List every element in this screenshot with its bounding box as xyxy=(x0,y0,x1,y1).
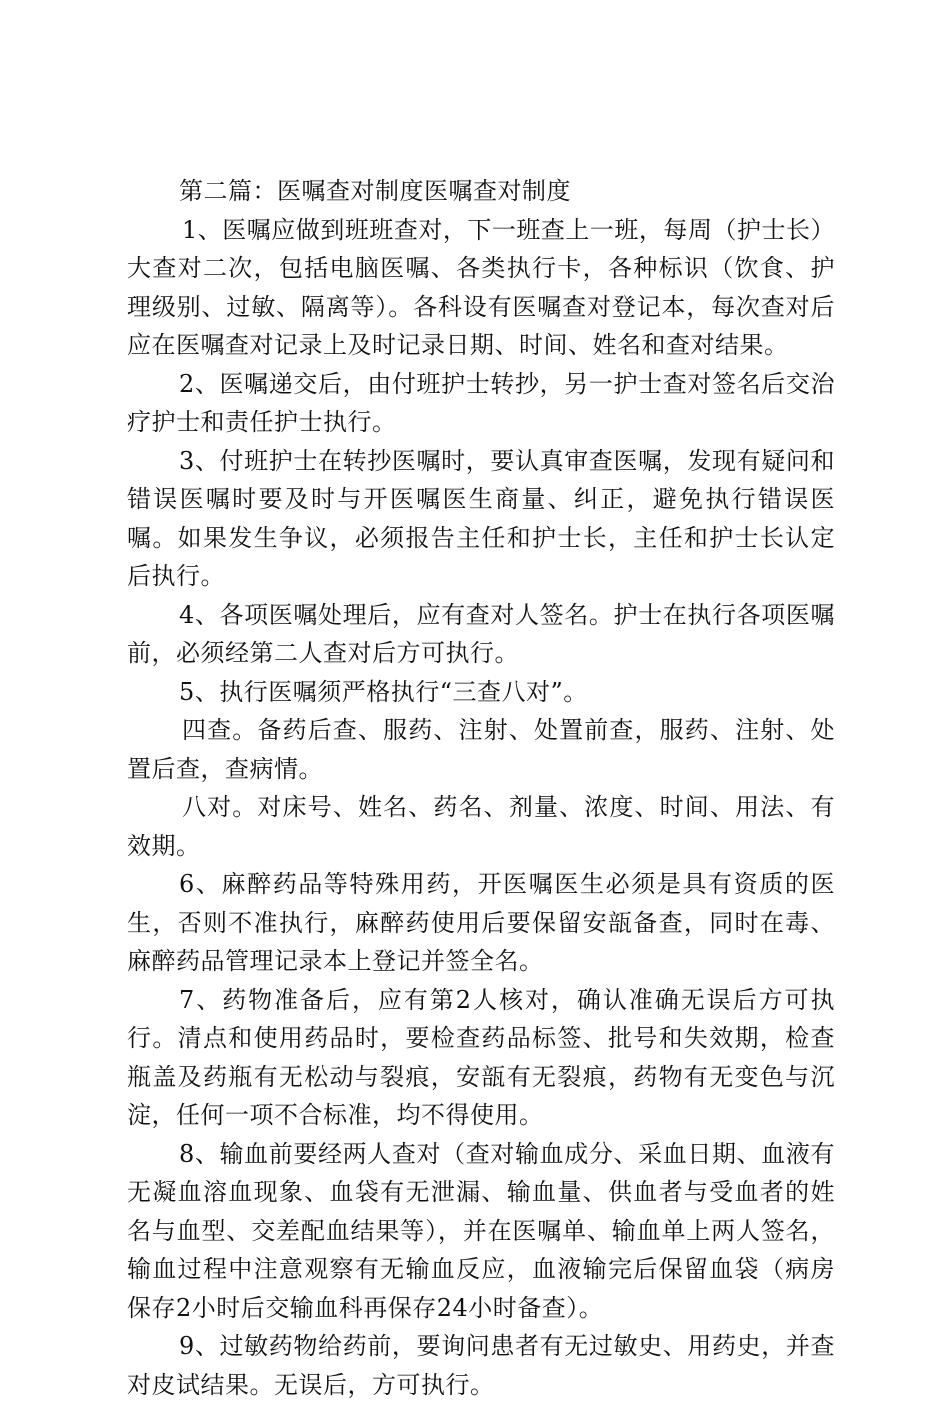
paragraph-9: 9、过敏药物给药前，要询问患者有无过敏史、用药史，并查对皮试结果。无误后，方可执行。 xyxy=(127,1332,835,1399)
paragraph-7: 7、药物准备后，应有第2人核对，确认准确无误后方可执行。清点和使用药品时，要检查药品标签、批号和失效期，检查瓶盖及药瓶有无松动与裂痕，安瓿有无裂痕，药物有无变色与沉淀，任何一项不合标准，均不得使用。 xyxy=(127,985,835,1129)
paragraph-4: 4、各项医嘱处理后，应有查对人签名。护士在执行各项医嘱前，必须经第二人查对后方可执行。 xyxy=(127,600,835,667)
paragraph-eight-checks: 八对。对床号、姓名、药名、剂量、浓度、时间、用法、有效期。 xyxy=(127,793,835,860)
paragraph-1: 1、医嘱应做到班班查对，下一班查上一班，每周（护士长）大查对二次，包括电脑医嘱、各类执行卡，各种标识（饮食、护理级别、过敏、隔离等）。各科设有医嘱查对登记本，每次查对后应在医嘱查对记录上及时记录日期、时间、姓名和查对结果。 xyxy=(127,215,835,359)
paragraph-6: 6、麻醉药品等特殊用药，开医嘱医生必须是具有资质的医生，否则不准执行，麻醉药使用后要保留安瓿备查，同时在毒、麻醉药品管理记录本上登记并签全名。 xyxy=(127,870,835,975)
document-title: 第二篇：医嘱查对制度医嘱查对制度 xyxy=(179,177,571,205)
paragraph-four-checks: 四查。备药后查、服药、注射、处置前查，服药、注射、处置后查，查病情。 xyxy=(127,716,835,783)
document-body xyxy=(127,172,835,1404)
paragraph-2: 2、医嘱递交后，由付班护士转抄，另一护士查对签名后交治疗护士和责任护士执行。 xyxy=(127,369,835,436)
paragraph-3: 3、付班护士在转抄医嘱时，要认真审查医嘱，发现有疑问和错误医嘱时要及时与开医嘱医生商量、纠正，避免执行错误医嘱。如果发生争议，必须报告主任和护士长，主任和护士长认定后执行。 xyxy=(127,446,835,590)
paragraph-5: 5、执行医嘱须严格执行“三查八对”。 xyxy=(179,677,588,706)
paragraph-8: 8、输血前要经两人查对（查对输血成分、采血日期、血液有无凝血溶血现象、血袋有无泄漏、输血量、供血者与受血者的姓名与血型、交差配血结果等），并在医嘱单、输血单上两人签名，输血过程中注意观察有无输血反应，血液输完后保留血袋（病房保存2小时后交输血科再保存24小时备查）。 xyxy=(127,1139,835,1322)
